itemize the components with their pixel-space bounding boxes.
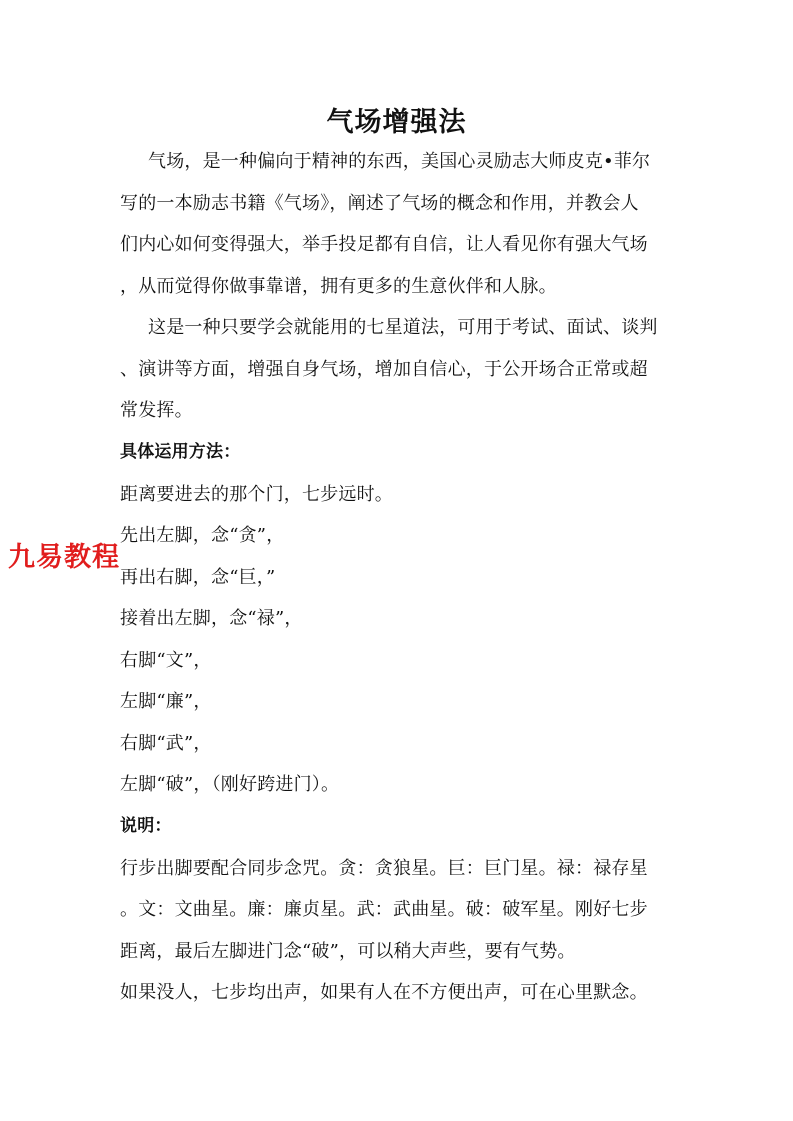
method-step: 右脚“文”，: [120, 649, 212, 671]
paragraph-line: 、演讲等方面，增强自身气场，增加自信心，于公开场合正常或超: [120, 358, 648, 380]
method-step: 先出左脚，念“贪”，: [120, 525, 285, 546]
notes-heading: 说明：: [120, 816, 172, 836]
paragraph-line: ，从而觉得你做事靠谱，拥有更多的生意伙伴和人脉。: [120, 275, 557, 297]
notes-section: [120, 806, 668, 1014]
intro-paragraph: [120, 141, 668, 307]
notes-line: 。文：文曲星。廉：廉贞星。武：武曲星。破：破军星。刚好七步: [120, 899, 648, 920]
paragraph-line: 这是一种只要学会就能用的七星道法，可用于考试、面试、谈判: [148, 317, 658, 338]
method-heading: 具体运用方法：: [120, 442, 241, 462]
usage-paragraph: [120, 307, 668, 432]
method-step: 右脚“武”，: [120, 732, 212, 754]
notes-line: 距离，最后左脚进门念“破”，可以稍大声些，要有气势。: [120, 940, 576, 962]
notes-line: 如果没人，七步均出声，如果有人在不方便出声，可在心里默念。: [120, 982, 648, 1003]
paragraph-line: 气场，是一种偏向于精神的东西，美国心灵励志大师皮克•菲尔: [148, 151, 651, 172]
paragraph-line: 写的一本励志书籍《气场》，阐述了气场的概念和作用，并教会人: [120, 192, 639, 214]
paragraph-line: 常发挥。: [120, 400, 193, 421]
method-step: 左脚“破”，（刚好跨进门）。: [120, 774, 340, 795]
method-step: 左脚“廉”，: [120, 691, 212, 712]
method-step: 接着出左脚，念“禄”，: [120, 608, 303, 629]
watermark-text: 九易教程: [8, 542, 120, 573]
method-section: [120, 432, 668, 806]
notes-line: 行步出脚要配合同步念咒。贪：贪狼星。巨：巨门星。禄：禄存星: [120, 857, 648, 879]
document-title: 气场增强法: [326, 107, 467, 138]
method-step: 再出右脚，念“巨，”: [120, 566, 276, 588]
method-step: 距离要进去的那个门，七步远时。: [120, 483, 393, 505]
paragraph-line: 们内心如何变得强大，举手投足都有自信，让人看见你有强大气场: [120, 234, 648, 255]
